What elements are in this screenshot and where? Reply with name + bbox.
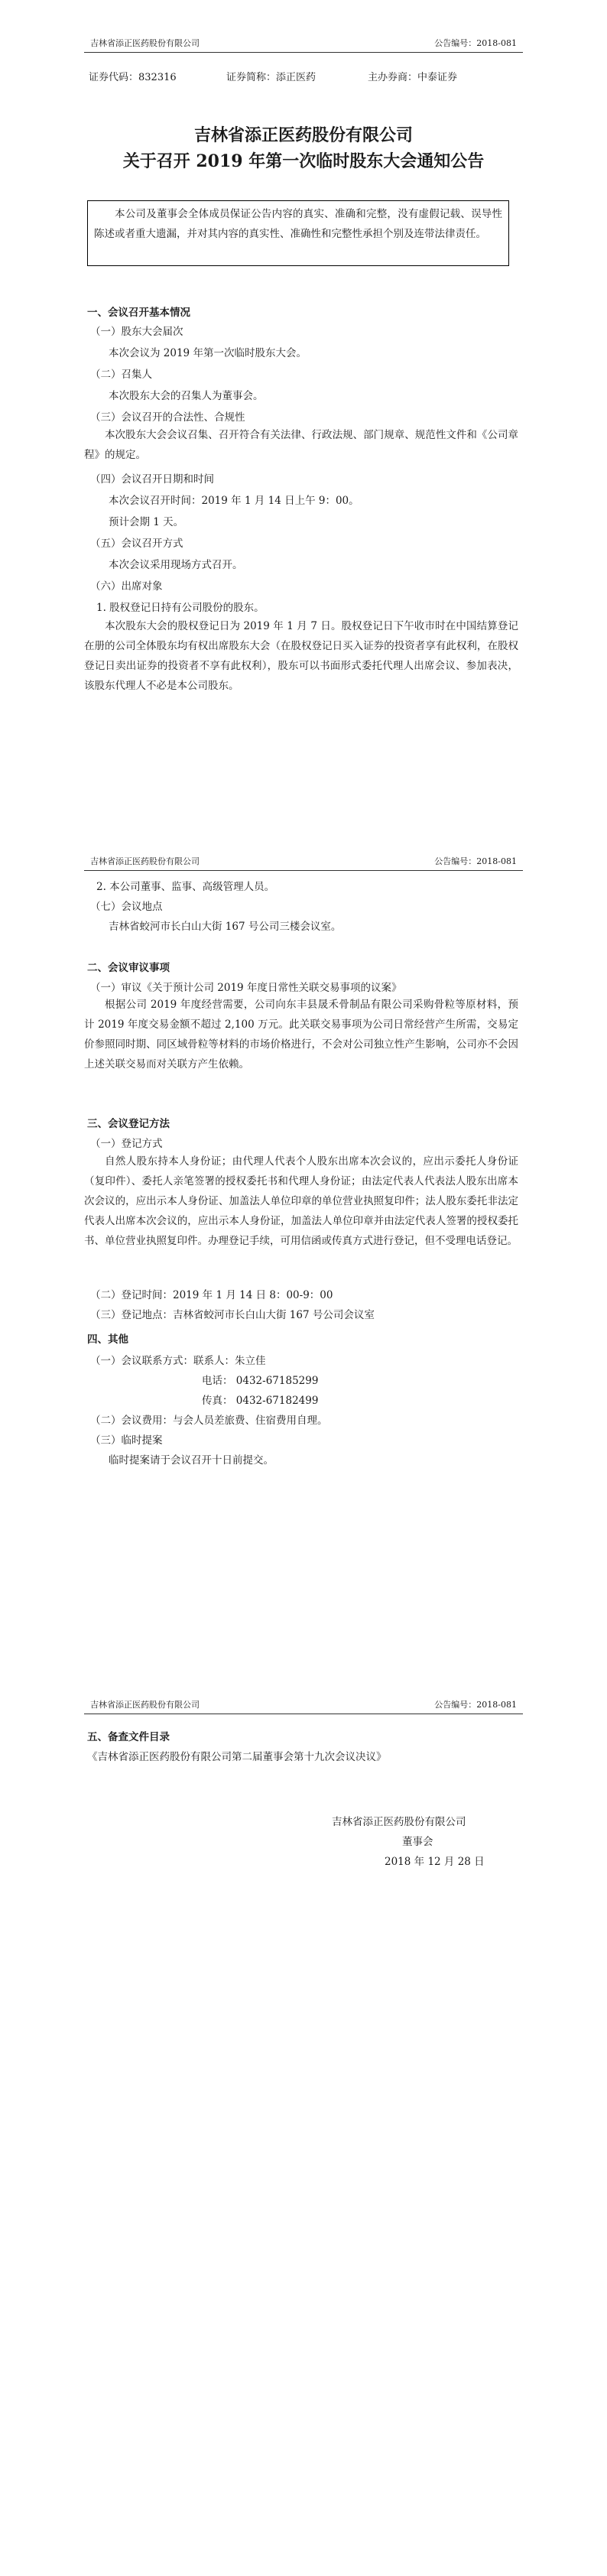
- signature-company: 吉林省添正医药股份有限公司: [332, 1816, 466, 1828]
- meeting-cost: （二）会议费用：与会人员差旅费、住宿费用自理。: [90, 1415, 328, 1427]
- s3-2-time: （二）登记时间：2019 年 1 月 14 日 8：00-9：00: [90, 1289, 333, 1301]
- s3-paragraph: 本次股东大会会议召集、召开符合有关法律、行政法规、部门规章、规范性文件和《公司章程》的规定。: [84, 429, 518, 461]
- section2-heading: 二、会议审议事项: [87, 962, 170, 974]
- contact-fax: 传真： 0432-67182499: [202, 1395, 319, 1407]
- section3-heading: 三、会议登记方法: [87, 1118, 170, 1130]
- s5-text: 本次会议采用现场方式召开。: [109, 559, 243, 571]
- s1-title: （一）股东大会届次: [90, 326, 183, 338]
- page-header: [84, 856, 523, 871]
- s2-item-text: [84, 995, 518, 1074]
- contact-person: （一）会议联系方式：联系人：朱立佳: [90, 1355, 266, 1367]
- section5-heading: 五、备查文件目录: [87, 1731, 170, 1743]
- s3-3-place: （三）登记地点：吉林省蛟河市长白山大街 167 号公司会议室: [90, 1309, 375, 1321]
- page-header: [84, 38, 523, 53]
- header-company: 吉林省添正医药股份有限公司: [90, 38, 200, 48]
- header-announcement-no: 公告编号：2018-081: [434, 1700, 517, 1710]
- section4-heading: 四、其他: [87, 1333, 128, 1346]
- lead-broker: 主办券商：中泰证券: [368, 72, 458, 83]
- s6-text: [84, 616, 518, 696]
- temp-proposal-text: 临时提案请于会议召开十日前提交。: [109, 1454, 274, 1467]
- disclaimer-box: [87, 200, 509, 266]
- s6-paragraph: 本次股东大会的股权登记日为 2019 年 1 月 7 日。股权登记日下午收市时在中国结算登记在册的公司全体股东均有权出席股东大会（在股权登记日买入证券的投资者享有此权利，在股权登记日卖出证券的投资者不享有此权利），股东可以书面形式委托代理人出席会议、参加表决，该股东代理人不必是本公司股东。: [84, 620, 518, 692]
- contact-phone: 电话： 0432-67185299: [202, 1375, 319, 1387]
- s6-item1: 1. 股权登记日持有公司股份的股东。: [96, 602, 265, 614]
- s3-1-title: （一）登记方式: [90, 1138, 163, 1150]
- s7-title: （七）会议地点: [90, 901, 163, 913]
- s5-title: （五）会议召开方式: [90, 538, 183, 550]
- s3-title: （三）会议召开的合法性、合规性: [90, 411, 245, 424]
- header-company: 吉林省添正医药股份有限公司: [90, 1700, 200, 1710]
- s6-title: （六）出席对象: [90, 580, 163, 593]
- security-code: 证券代码：832316: [89, 72, 177, 83]
- signature-date: 2018 年 12 月 28 日: [385, 1856, 485, 1868]
- s4-title: （四）会议召开日期和时间: [90, 473, 214, 486]
- header-announcement-no: 公告编号：2018-081: [434, 38, 517, 48]
- signature-board: 董事会: [402, 1836, 433, 1848]
- page-1: [0, 0, 607, 856]
- doc-title-line2: 关于召开 2019 年第一次临时股东大会通知公告: [122, 151, 485, 171]
- s4-text-time: 本次会议召开时间：2019 年 1 月 14 日上午 9：00。: [109, 495, 359, 507]
- page-3: [0, 1700, 607, 2576]
- section1-heading: 一、会议召开基本情况: [87, 307, 190, 319]
- s2-title: （二）召集人: [90, 369, 152, 381]
- reference-document: 《吉林省添正医药股份有限公司第二届董事会第十九次会议决议》: [87, 1751, 387, 1763]
- s2-item-title: （一）审议《关于预计公司 2019 年度日常性关联交易事项的议案》: [90, 982, 402, 994]
- temp-proposal-title: （三）临时提案: [90, 1434, 163, 1447]
- s4-text-duration: 预计会期 1 天。: [109, 516, 184, 528]
- disclaimer-text: 本公司及董事会全体成员保证公告内容的真实、准确和完整，没有虚假记载、误导性陈述或者重大遗漏，并对其内容的真实性、准确性和完整性承担个别及连带法律责任。: [94, 208, 502, 240]
- s3-text: [84, 425, 518, 465]
- page-header: [84, 1700, 523, 1714]
- s1-text: 本次会议为 2019 年第一次临时股东大会。: [109, 347, 307, 359]
- s7-text: 吉林省蛟河市长白山大街 167 号公司三楼会议室。: [109, 921, 342, 933]
- s3-1-paragraph: 自然人股东持本人身份证；由代理人代表个人股东出席本次会议的，应出示委托人身份证（复印件）、委托人亲笔签署的授权委托书和代理人身份证；由法定代表人代表法人股东出席本次会议的，应出示本人身份证、加盖法人单位印章的单位营业执照复印件；法人股东委托非法定代表人出席本次会议的，应出示本人身份证，加盖法人单位印章并由法定代表人签署的授权委托书、单位营业执照复印件。办理登记手续，可用信函或传真方式进行登记，但不受理电话登记。: [84, 1155, 518, 1247]
- header-announcement-no: 公告编号：2018-081: [434, 856, 517, 866]
- s6-item2: 2. 本公司董事、监事、高级管理人员。: [96, 881, 275, 893]
- security-info: [89, 69, 518, 84]
- page-2: [0, 856, 607, 1711]
- s2-text: 本次股东大会的召集人为董事会。: [109, 390, 264, 402]
- s3-1-text: [84, 1152, 518, 1251]
- s2-paragraph: 根据公司 2019 年度经营需要，公司向东丰县晟禾骨制品有限公司采购骨粒等原材料，预计 2019 年度交易金额不超过 2,100 万元。此关联交易事项为公司日常经营产生所需，交易定价参照同时期、同区域骨粒等材料的市场价格进行，不会对公司独立性产生影响，公司亦不会因上述关联交易而对关联方产生依赖。: [84, 999, 518, 1070]
- doc-title-line1: 吉林省添正医药股份有限公司: [193, 125, 413, 145]
- security-short-name: 证券简称：添正医药: [226, 72, 316, 83]
- header-company: 吉林省添正医药股份有限公司: [90, 856, 200, 866]
